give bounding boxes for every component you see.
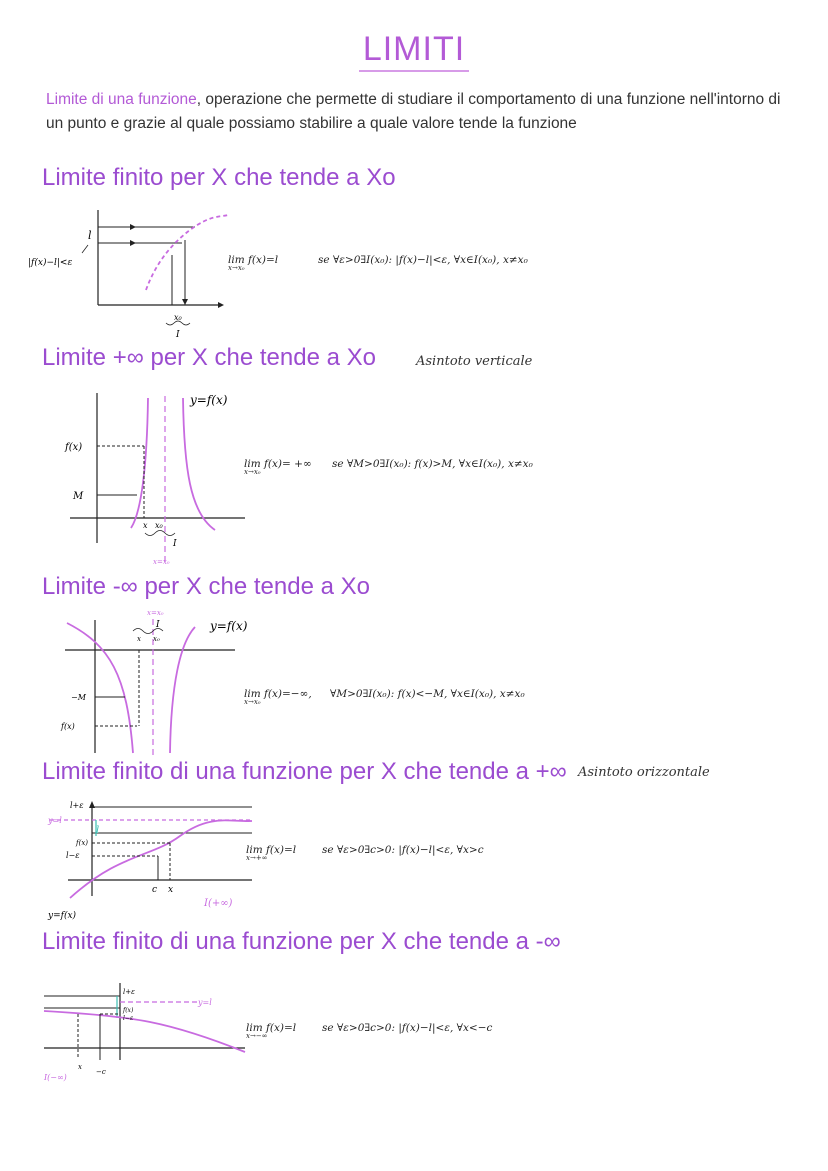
section-heading-finite-minus-inf: Limite finito di una funzione per X che tende a -∞ — [42, 928, 561, 955]
graph1-label-l: l — [88, 229, 92, 242]
intro-term: Limite di una funzione — [46, 91, 197, 108]
graph2-label-interval: I — [173, 539, 177, 549]
graph5-label-yl: y=l — [198, 998, 212, 1007]
formula1-def: se ∀ε>0∃I(x₀): |f(x)−l|<ε, ∀x∈I(x₀), x≠x₀ — [318, 254, 528, 266]
formula-minus-inf-x0 — [244, 688, 312, 706]
graph4-label-l: l — [96, 825, 100, 836]
intro-paragraph — [46, 88, 786, 136]
formula-finite-plus-inf — [246, 844, 296, 862]
graph5-label-le-plus: l+ε — [123, 988, 135, 996]
section-heading-finite-plus-inf: Limite finito di una funzione per X che tende a +∞ — [42, 758, 567, 785]
graph3-label-x: x — [137, 635, 141, 643]
note-horizontal-asymptote: Asintoto orizzontale — [578, 765, 710, 780]
graph2-label-fx: f(x) — [65, 442, 83, 453]
intro-text: , operazione che permette di studiare il comportamento di una funzione nell'intorno di un punto e grazie al quale possiamo stabilire a quale valore tende la funzione — [46, 91, 781, 132]
formula3-sub: x→x₀ — [244, 698, 261, 706]
formula2-def: se ∀M>0∃I(x₀): f(x)>M, ∀x∈I(x₀), x≠x₀ — [332, 458, 533, 470]
graph3-label-x0: x₀ — [153, 635, 160, 643]
graph4-label-c: c — [152, 885, 158, 895]
page-title — [0, 30, 828, 69]
graph4-label-x: x — [168, 885, 174, 895]
formula4-def: se ∀ε>0∃c>0: |f(x)−l|<ε, ∀x>c — [322, 844, 484, 856]
graph4-label-fx: f(x) — [76, 839, 89, 847]
graph4-label-curve: y=f(x) — [48, 911, 77, 921]
formula4-lim: lim f(x)=l — [246, 844, 297, 856]
graph1-label-interval: I — [176, 330, 180, 340]
graph3-label-m: −M — [71, 693, 86, 702]
title-text: LIMITI — [359, 30, 469, 72]
formula-plus-inf-x0 — [244, 458, 312, 476]
formula5-sub: x→−∞ — [246, 1032, 268, 1040]
section-heading-minus-inf-x0: Limite -∞ per X che tende a Xo — [42, 573, 370, 600]
graph4-label-le-minus: l−ε — [66, 851, 80, 860]
graph2-label-m: M — [73, 491, 84, 502]
graph3-label-interval: I — [156, 620, 160, 630]
graph4-label-yl: y=l — [48, 816, 62, 825]
formula3-def: ∀M>0∃I(x₀): f(x)<−M, ∀x∈I(x₀), x≠x₀ — [330, 688, 525, 700]
graph3-label-curve: y=f(x) — [210, 619, 248, 633]
formula2-sub: x→x₀ — [244, 468, 261, 476]
formula-finite-minus-inf — [246, 1022, 296, 1040]
formula1-lim: lim f(x)=l — [228, 254, 279, 266]
graph5-label-interval: I(−∞) — [44, 1073, 67, 1082]
graph-finite-x0 — [30, 205, 230, 340]
graph4-label-le-plus: l+ε — [70, 801, 84, 810]
graph3-label-fx: f(x) — [61, 722, 75, 731]
graph-finite-plus-inf — [40, 798, 260, 928]
graph5-label-fx: f(x) — [123, 1007, 134, 1014]
graph2-label-x0: x₀ — [155, 521, 163, 530]
graph2-label-asymptote: x=x₀ — [153, 558, 170, 566]
section-heading-plus-inf-x0: Limite +∞ per X che tende a Xo — [42, 344, 376, 371]
graph5-label-c: −c — [96, 1068, 106, 1076]
note-vertical-asymptote: Asintoto verticale — [416, 354, 533, 369]
graph5-label-x: x — [78, 1063, 82, 1071]
graph-finite-minus-inf — [40, 978, 250, 1088]
graph1-label-x0: x₀ — [174, 313, 182, 322]
section-heading-finite-x0: Limite finito per X che tende a Xo — [42, 164, 396, 191]
formula5-def: se ∀ε>0∃c>0: |f(x)−l|<ε, ∀x<−c — [322, 1022, 493, 1034]
formula1-sub: x→x₀ — [228, 264, 245, 272]
graph2-label-curve: y=f(x) — [190, 393, 228, 407]
graph5-label-le-minus: l−ε — [123, 1015, 134, 1022]
graph-minus-inf-x0 — [55, 605, 255, 760]
graph4-label-interval: I(+∞) — [204, 898, 233, 909]
graph3-label-asymptote: x=x₀ — [147, 609, 164, 617]
formula4-sub: x→+∞ — [246, 854, 268, 862]
graph2-label-x: x — [143, 521, 148, 530]
graph-plus-inf-x0 — [55, 388, 255, 573]
formula3-lim: lim f(x)=−∞, — [244, 688, 312, 700]
graph1-label-left: |f(x)−l|<ε — [28, 258, 73, 268]
formula2-lim: lim f(x)= +∞ — [244, 458, 312, 470]
formula5-lim: lim f(x)=l — [246, 1022, 297, 1034]
formula-finite-x0 — [228, 254, 278, 272]
